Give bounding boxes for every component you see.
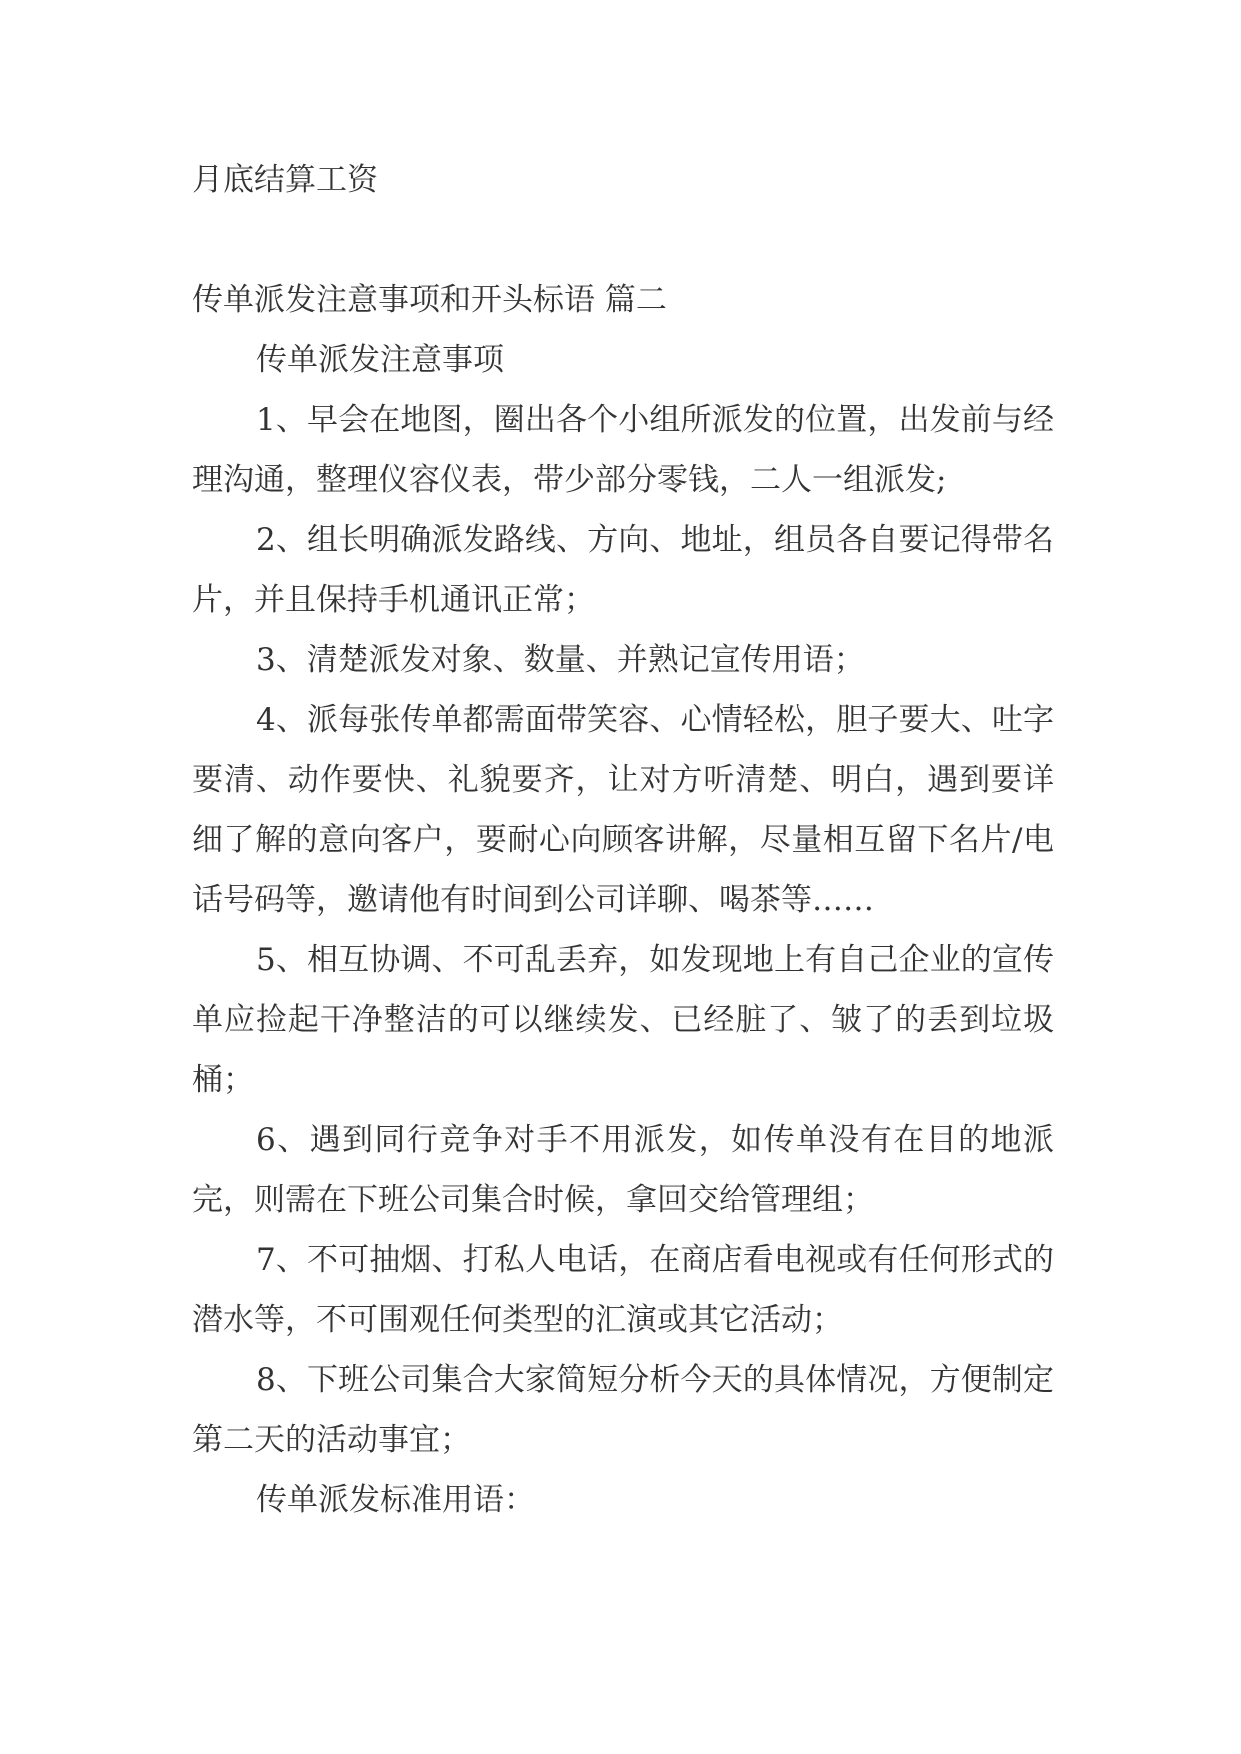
list-item: 2、组长明确派发路线、方向、地址，组员各自要记得带名片，并且保持手机通讯正常； [192,522,1054,618]
document-page [192,150,1054,1530]
sub-heading: 传单派发注意事项 [256,342,504,378]
top-line-text: 月底结算工资 [192,162,378,198]
section-title: 传单派发注意事项和开头标语 篇二 [192,282,667,318]
list-item: 7、不可抽烟、打私人电话，在商店看电视或有任何形式的潜水等，不可围观任何类型的汇演或其它活动； [192,1242,1054,1338]
list-item: 6、遇到同行竞争对手不用派发，如传单没有在目的地派完，则需在下班公司集合时候，拿回交给管理组； [192,1122,1054,1218]
list-item: 1、早会在地图，圈出各个小组所派发的位置，出发前与经理沟通，整理仪容仪表，带少部分零钱，二人一组派发; [192,402,1054,498]
list-item: 8、下班公司集合大家简短分析今天的具体情况，方便制定第二天的活动事宜； [192,1362,1054,1458]
list-item: 3、清楚派发对象、数量、并熟记宣传用语； [256,642,865,678]
list-item: 5、相互协调、不可乱丢弃，如发现地上有自己企业的宣传单应捡起干净整洁的可以继续发、已经脏了、皱了的丢到垃圾桶； [192,942,1054,1098]
list-item: 4、派每张传单都需面带笑容、心情轻松，胆子要大、吐字要清、动作要快、礼貌要齐，让对方听清楚、明白，遇到要详细了解的意向客户，要耐心向顾客讲解，尽量相互留下名片/电话号码等，邀请他有时间到公司详聊、喝茶等…… [192,702,1054,918]
closing-heading: 传单派发标准用语： [256,1482,535,1518]
